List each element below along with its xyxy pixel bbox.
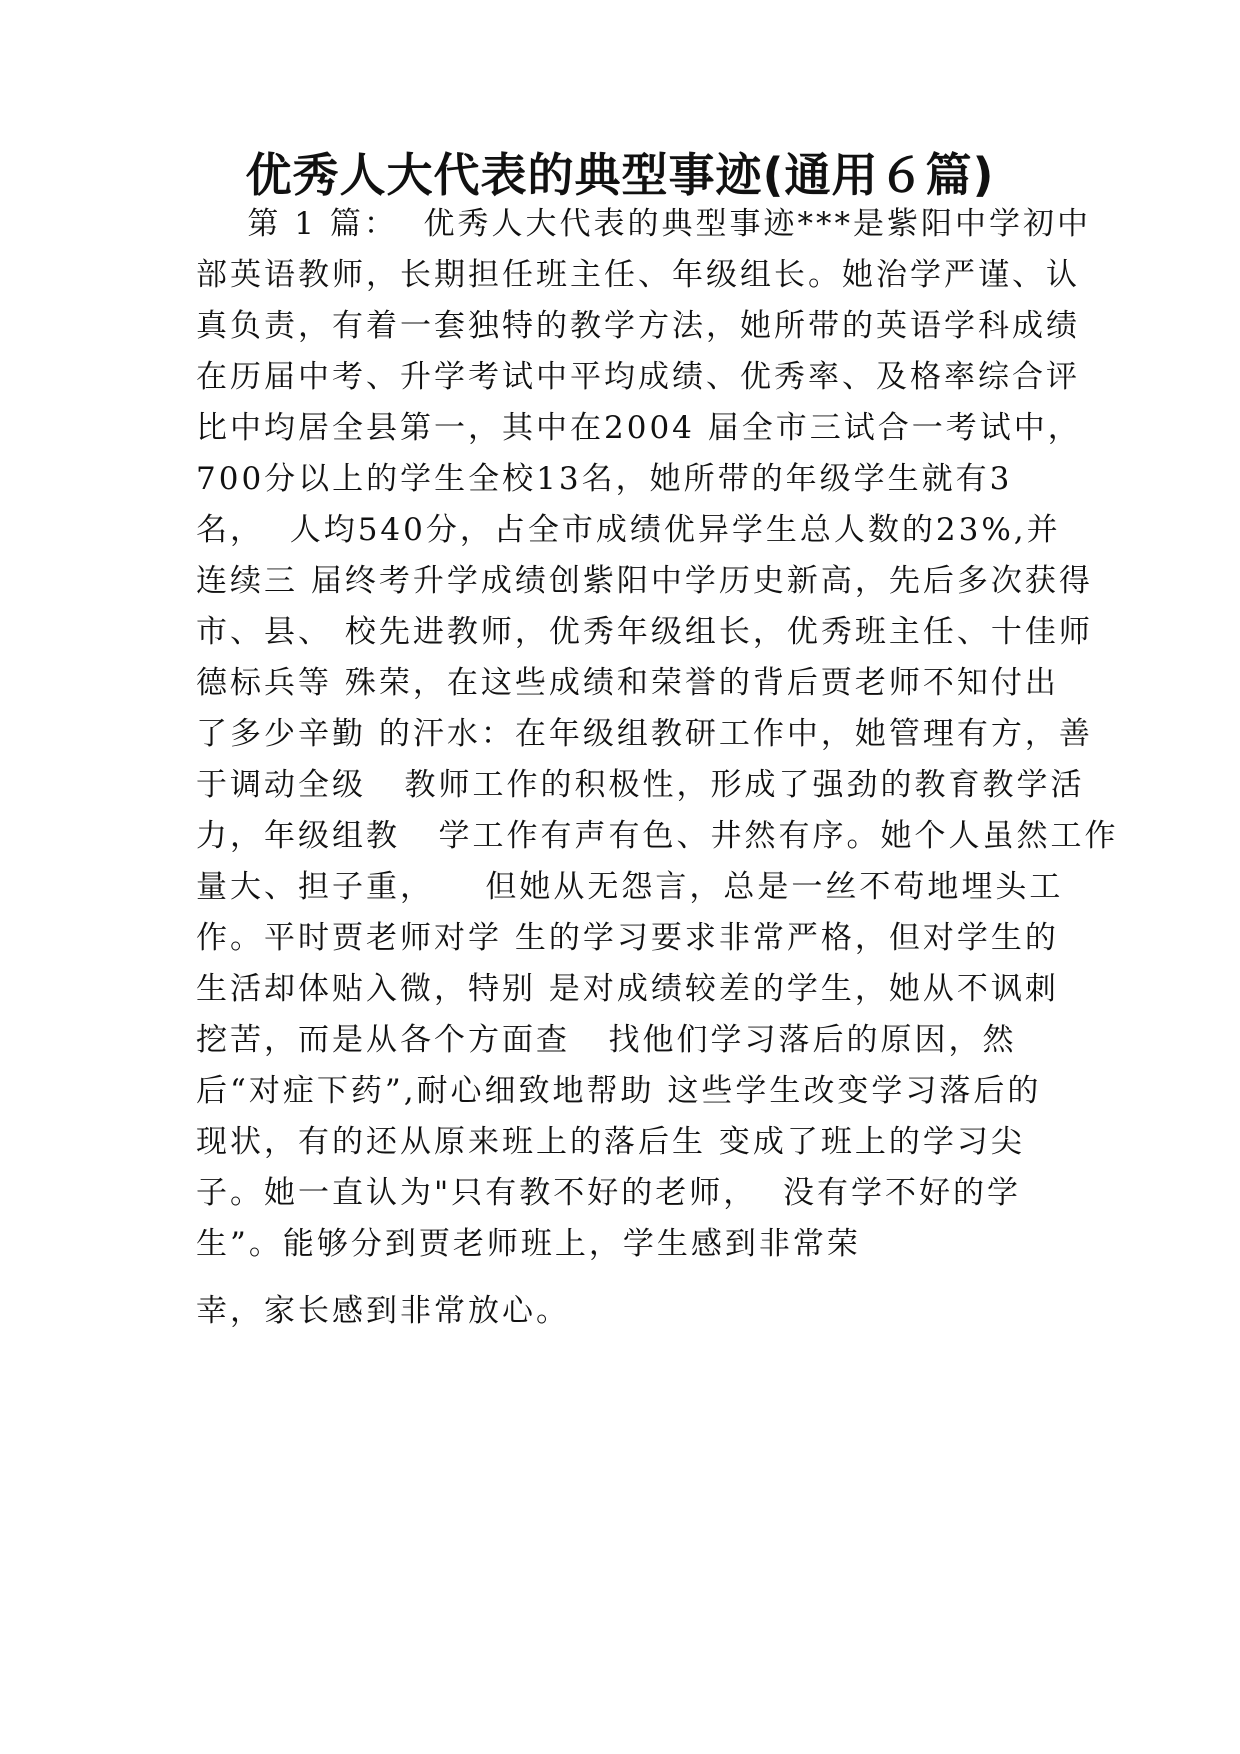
body-line: 现状，有的还从原来班上的落后生 变成了班上的学习尖 [196, 1124, 1025, 1160]
body-line: 真负责，有着一套独特的教学方法，她所带的英语学科成绩 [196, 308, 1080, 344]
body-line: 700分以上的学生全校13名，她所带的年级学生就有3 [196, 461, 1013, 497]
body-line: 作。平时贾老师对学 生的学习要求非常严格，但对学生的 [196, 920, 1059, 956]
body-line: 了多少辛勤 的汗水：在年级组教研工作中，她管理有方，善 [196, 716, 1093, 752]
body-line: 后“对症下药”,耐心细致地帮助 这些学生改变学习落后的 [196, 1073, 1042, 1109]
body-line: 名， 人均540分，占全市成绩优异学生总人数的23%,并 [196, 512, 1061, 548]
body-line: 生活却体贴入微，特别 是对成绩较差的学生，她从不讽刺 [196, 971, 1059, 1007]
body-line: 比中均居全县第一，其中在2004 届全市三试合一考试中， [196, 410, 1082, 446]
document-title: 优秀人大代表的典型事迹(通用６篇) [245, 148, 995, 202]
body-line: 量大、担子重， 但她从无怨言，总是一丝不苟地埋头工 [196, 869, 1064, 905]
body-line: 于调动全级 教师工作的积极性，形成了强劲的教育教学活 [196, 767, 1085, 803]
body-line: 生”。能够分到贾老师班上，学生感到非常荣 [196, 1226, 861, 1262]
body-line: 连续三 届终考升学成绩创紫阳中学历史新高，先后多次获得 [196, 563, 1093, 599]
body-line: 子。她一直认为"只有教不好的老师， 没有学不好的学 [196, 1175, 1021, 1211]
body-line: 部英语教师，长期担任班主任、年级组长。她治学严谨、认 [196, 257, 1080, 293]
body-line: 市、县、 校先进教师，优秀年级组长，优秀班主任、十佳师 [196, 614, 1093, 650]
body-line: 在历届中考、升学考试中平均成绩、优秀率、及格率综合评 [196, 359, 1080, 395]
body-line: 力，年级组教 学工作有声有色、井然有序。她个人虽然工作 [196, 818, 1119, 854]
body-line: 德标兵等 殊荣，在这些成绩和荣誉的背后贾老师不知付出 [196, 665, 1059, 701]
body-line: 幸，家长感到非常放心。 [196, 1293, 570, 1329]
body-line: 第 1 篇： 优秀人大代表的典型事迹***是紫阳中学初中 [196, 206, 1092, 242]
body-line: 挖苦，而是从各个方面查 找他们学习落后的原因，然 [196, 1022, 1017, 1058]
